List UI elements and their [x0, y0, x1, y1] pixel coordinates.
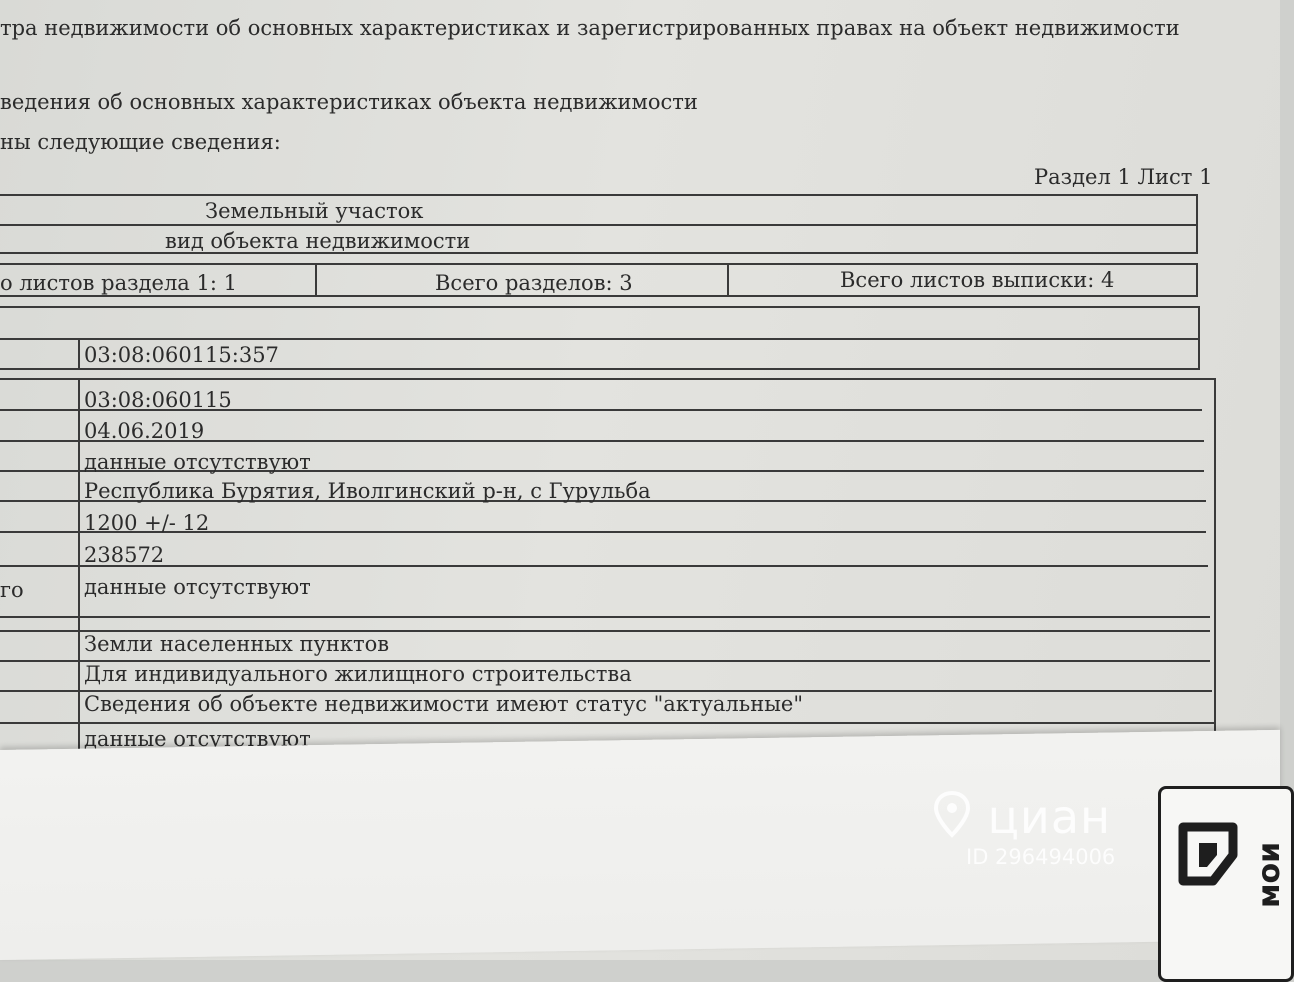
divider [0, 224, 1196, 226]
table-row: данные отсутствуют [84, 450, 311, 474]
table-row: Республика Бурятия, Иволгинский р-н, с Гурульба [84, 479, 651, 503]
table-row: Для индивидуального жилищного строительства [84, 662, 632, 686]
header-subtitle: ведения об основных характеристиках объекта недвижимости [0, 90, 698, 114]
table-row: 04.06.2019 [84, 419, 205, 443]
divider [0, 616, 1210, 618]
divider [727, 265, 729, 295]
header-intro: ны следующие сведения: [0, 130, 281, 154]
header-title: тра недвижимости об основных характеристиках и зарегистрированных правах на объект недвижимости [0, 16, 1180, 40]
logo-icon [1173, 819, 1243, 889]
card-brand-text: мои [1252, 841, 1287, 908]
watermark-text: циан [987, 790, 1112, 844]
watermark-brand [932, 790, 1111, 844]
table-row: данные отсутствуют [84, 727, 311, 751]
object-type-caption: вид объекта недвижимости [165, 229, 471, 253]
total-sheets: Всего листов выписки: 4 [840, 268, 1115, 292]
divider [0, 565, 1208, 567]
row-label: го [0, 578, 24, 602]
table-row: Сведения об объекте недвижимости имеют статус "актуальные" [84, 692, 804, 716]
table-row: 1200 +/- 12 [84, 511, 210, 535]
section-sheets-count: о листов раздела 1: 1 [0, 271, 237, 295]
divider [78, 340, 80, 368]
divider [315, 265, 317, 295]
cadastral-number: 03:08:060115:357 [84, 343, 279, 367]
total-sections: Всего разделов: 3 [435, 271, 633, 295]
table-row: 238572 [84, 543, 165, 567]
divider [0, 338, 1198, 340]
table-row: Земли населенных пунктов [84, 632, 390, 656]
location-pin-icon [932, 791, 972, 837]
table-row: данные отсутствуют [84, 575, 311, 599]
sheet-reference: Раздел 1 Лист 1 [1034, 165, 1213, 189]
object-type: Земельный участок [205, 199, 424, 223]
watermark-id: ID 296494006 [966, 845, 1116, 869]
table-row: 03:08:060115 [84, 388, 232, 412]
divider [0, 722, 1214, 724]
